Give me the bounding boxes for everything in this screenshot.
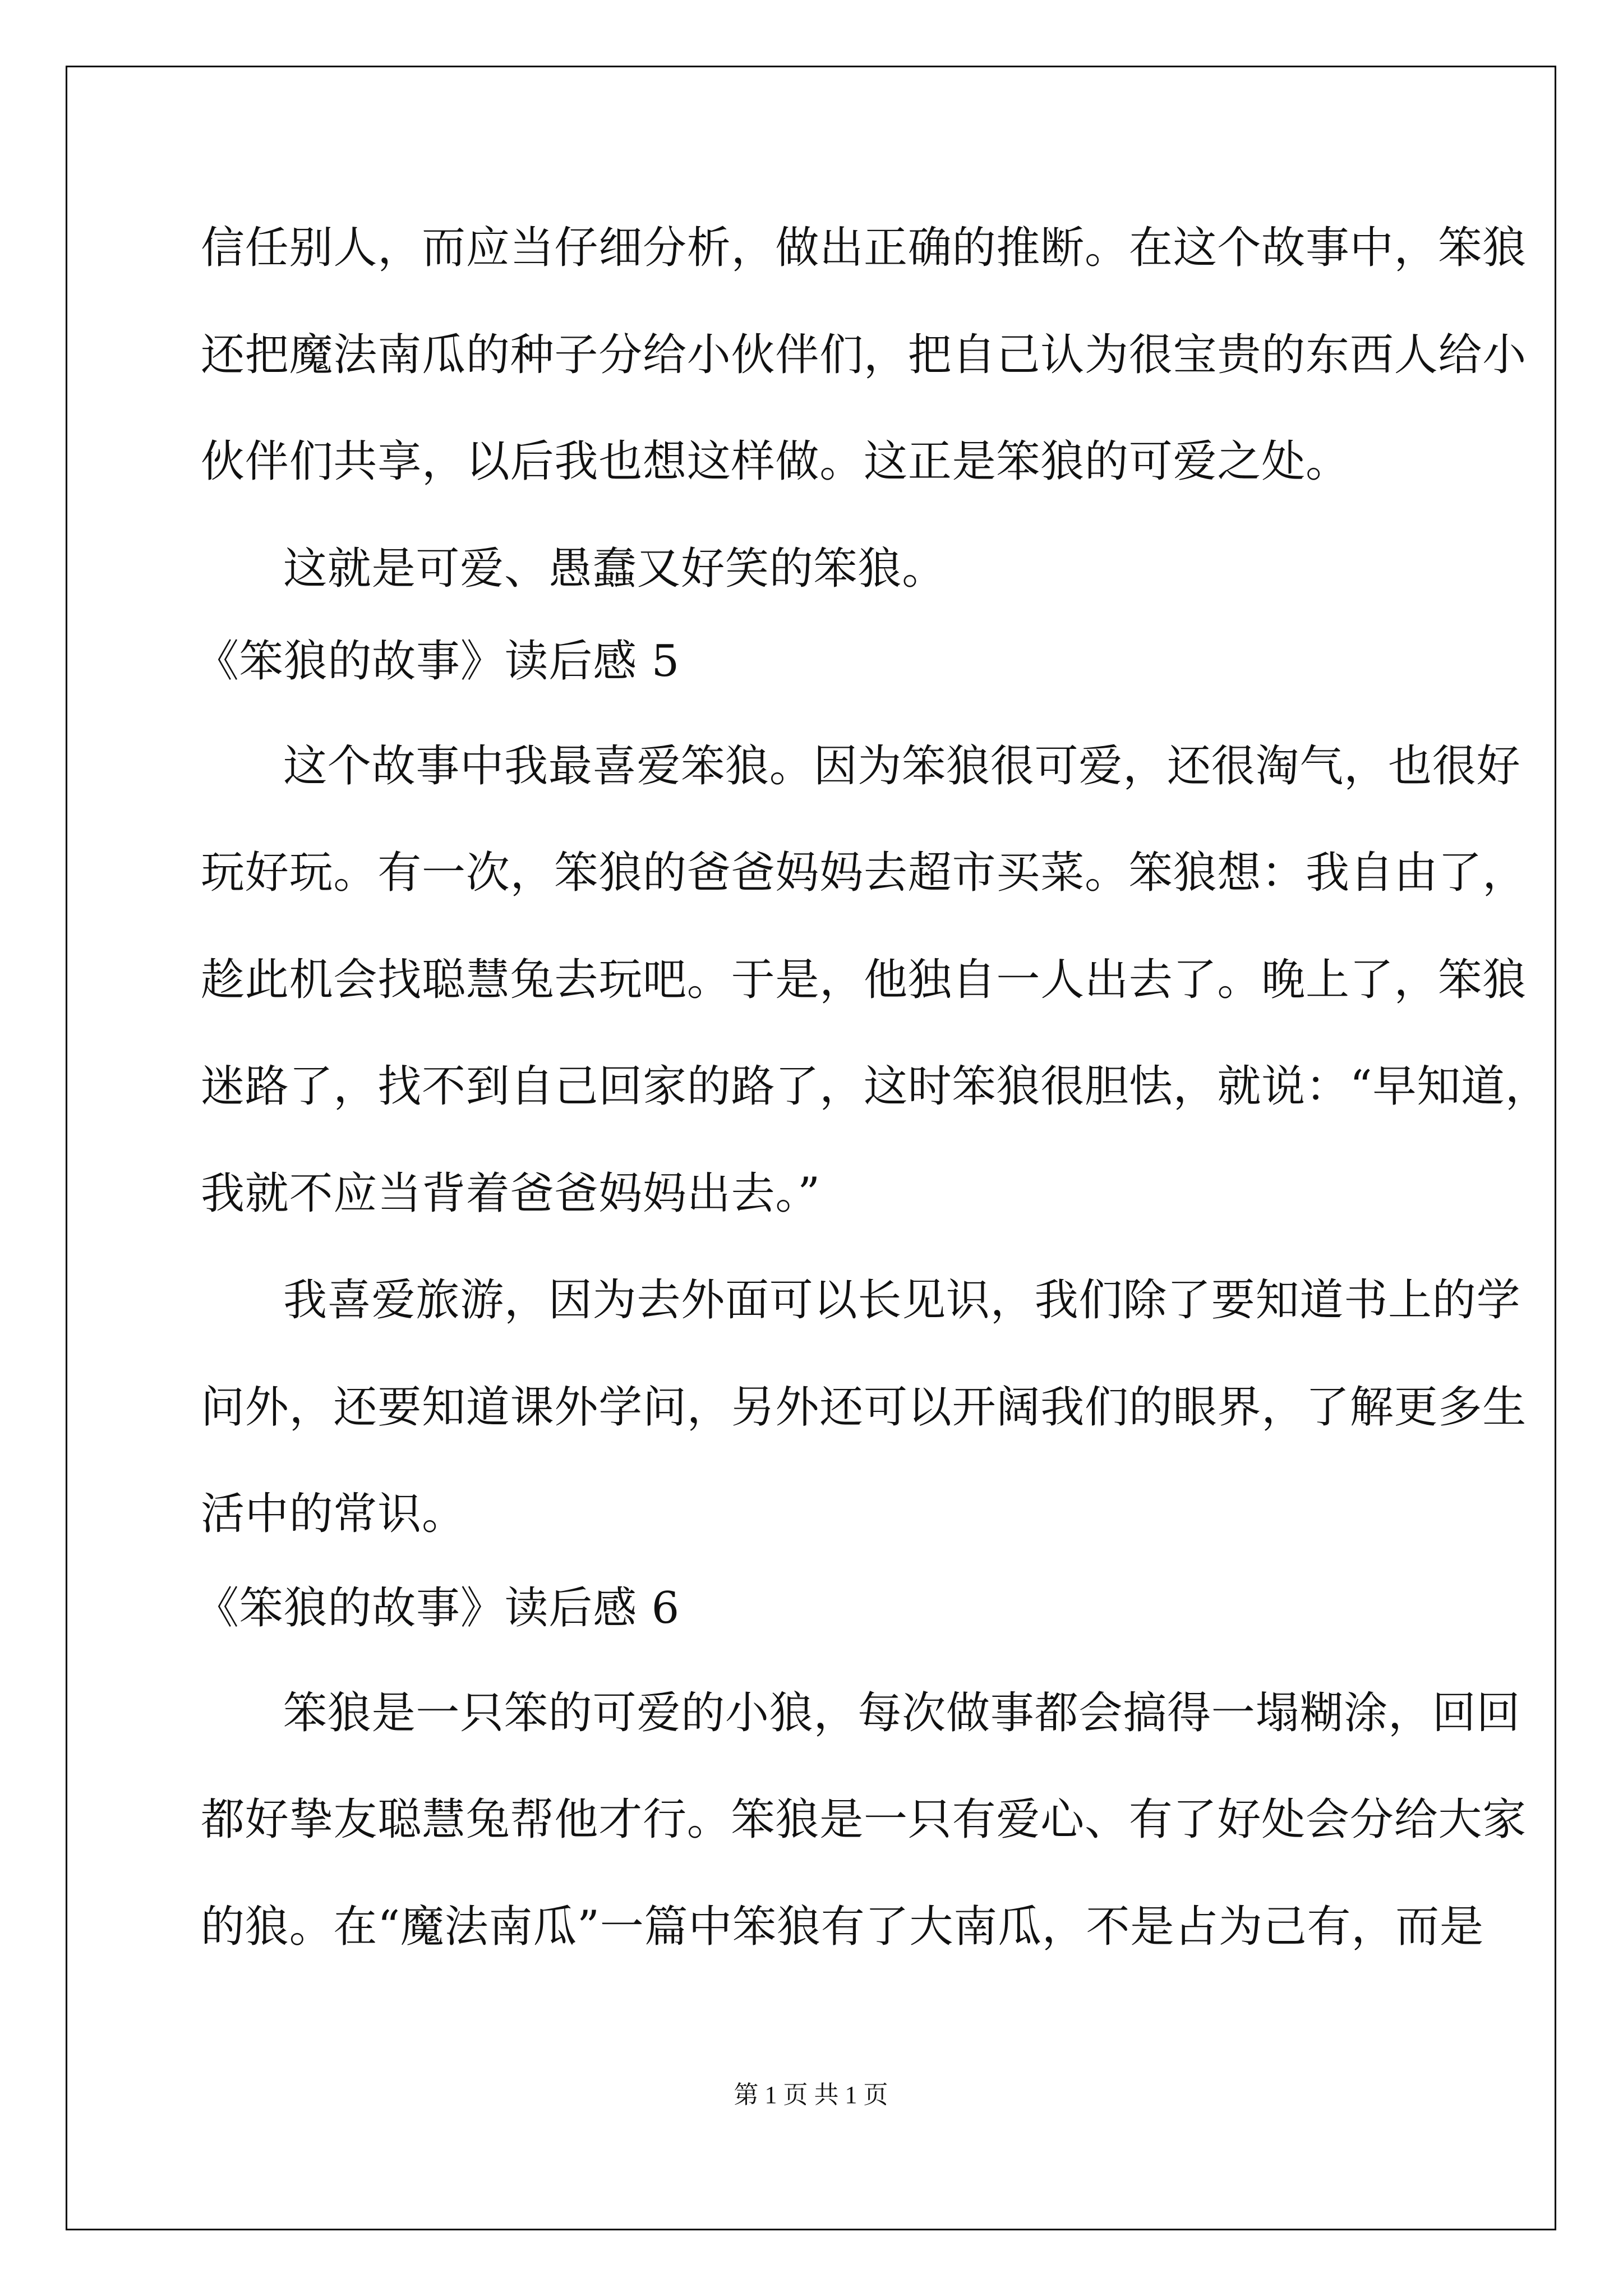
- text-line: 信任别人，而应当仔细分析，做出正确的推断。在这个故事中，笨狼: [201, 223, 1527, 273]
- text-line: 笨狼是一只笨的可爱的小狼，每次做事都会搞得一塌糊涂，回回: [283, 1688, 1521, 1738]
- text-line: 活中的常识。: [201, 1489, 466, 1539]
- text-line: 这就是可爱、愚蠢又好笑的笨狼。: [283, 544, 947, 594]
- text-line: 我喜爱旅游，因为去外面可以长见识，我们除了要知道书上的学: [283, 1275, 1521, 1326]
- text-line: 我就不应当背着爸爸妈妈出去。”: [201, 1168, 820, 1219]
- page-number-footer: 第 1 页 共 1 页: [734, 2081, 888, 2109]
- section-heading: 《笨狼的故事》读后感 5: [195, 636, 680, 687]
- text-line: 都好挚友聪慧兔帮他才行。笨狼是一只有爱心、有了好处会分给大家: [201, 1795, 1527, 1845]
- text-line: 还把魔法南瓜的种子分给小伙伴们，把自己认为很宝贵的东西人给小: [201, 330, 1527, 380]
- text-line: 问外，还要知道课外学问，另外还可以开阔我们的眼界，了解更多生: [201, 1382, 1527, 1433]
- text-line: 玩好玩。有一次，笨狼的爸爸妈妈去超市买菜。笨狼想：我自由了，: [201, 848, 1527, 898]
- text-line: 这个故事中我最喜爱笨狼。因为笨狼很可爱，还很淘气，也很好: [283, 741, 1521, 792]
- text-line: 迷路了，找不到自己回家的路了，这时笨狼很胆怯，就说：“早知道，: [201, 1061, 1550, 1112]
- text-line: 的狼。在“魔法南瓜”一篇中笨狼有了大南瓜，不是占为己有，而是: [201, 1902, 1484, 1952]
- text-line: 趁此机会找聪慧兔去玩吧。于是，他独自一人出去了。晚上了，笨狼: [201, 955, 1527, 1005]
- text-line: 伙伴们共享，以后我也想这样做。这正是笨狼的可爱之处。: [201, 436, 1350, 487]
- document-page: [66, 66, 1556, 2230]
- section-heading: 《笨狼的故事》读后感 6: [195, 1583, 680, 1634]
